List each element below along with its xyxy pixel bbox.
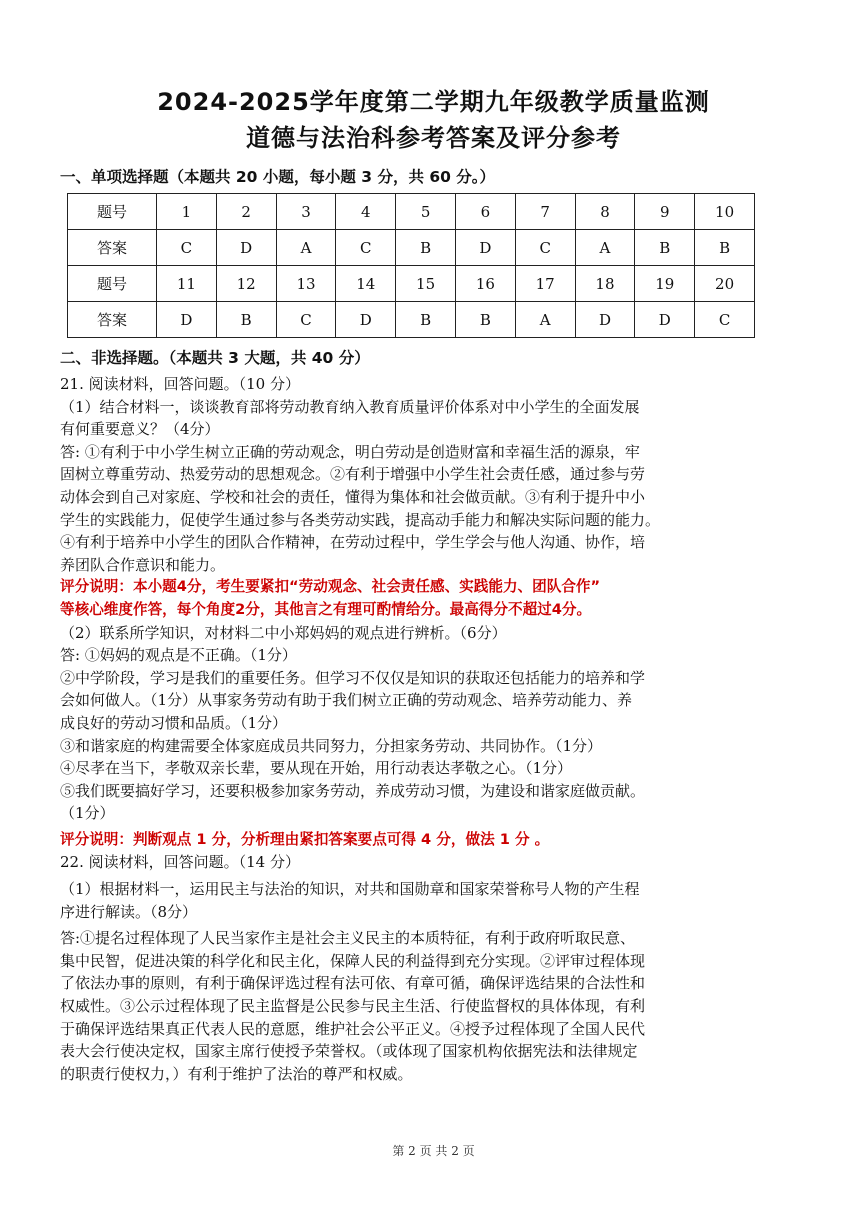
question-number-cell: 9 xyxy=(635,194,695,230)
question-number-cell: 18 xyxy=(575,266,635,302)
question-number-cell: 19 xyxy=(635,266,695,302)
question-number-cell: 12 xyxy=(216,266,276,302)
answer-line: 表大会行使决定权，国家主席行使授予荣誉权。（或体现了国家机构依据宪法和法律规定 xyxy=(60,1042,638,1061)
answer-line: 于确保评选结果真正代表人民的意愿，维护社会公平正义。④授予过程体现了全国人民代 xyxy=(60,1019,646,1038)
answer-cell: C xyxy=(515,230,575,266)
row-label-number: 题号 xyxy=(68,266,157,302)
question-number-cell: 13 xyxy=(276,266,336,302)
page-footer: 第 2 页 共 2 页 xyxy=(392,1144,475,1158)
question-number-cell: 16 xyxy=(455,266,515,302)
answer-line: 养团队合作意识和能力。 xyxy=(60,555,226,574)
question-22-title: 22. 阅读材料，回答问题。（14 分） xyxy=(60,853,300,872)
question-22-1-prompt: 序进行解读。（8分） xyxy=(60,902,198,921)
answer-line: 答:①提名过程体现了人民当家作主是社会主义民主的本质特征，有利于政府听取民意、 xyxy=(60,929,636,948)
scoring-note: 评分说明：判断观点 1 分，分析理由紧扣答案要点可得 4 分，做法 1 分 。 xyxy=(60,830,550,848)
table-row xyxy=(68,230,755,266)
answer-cell: D xyxy=(635,302,695,338)
answer-cell: B xyxy=(396,230,456,266)
question-number-cell: 15 xyxy=(396,266,456,302)
question-number-cell: 7 xyxy=(515,194,575,230)
question-number-cell: 20 xyxy=(695,266,755,302)
question-number-cell: 4 xyxy=(336,194,396,230)
answer-cell: B xyxy=(695,230,755,266)
question-21-title: 21. 阅读材料，回答问题。（10 分） xyxy=(60,375,300,393)
question-number-cell: 11 xyxy=(157,266,217,302)
table-row xyxy=(68,302,755,338)
answer-line: ②中学阶段，学习是我们的重要任务。但学习不仅仅是知识的获取还包括能力的培养和学 xyxy=(60,668,646,687)
answer-cell: B xyxy=(216,302,276,338)
answer-line: ④有利于培养中小学生的团队合作精神，在劳动过程中，学生学会与他人沟通、协作，培 xyxy=(60,533,646,552)
answer-line: 的职责行使权力，）有利于维护了法治的尊严和权威。 xyxy=(60,1064,413,1083)
answer-line: 会如何做人。（1分）从事家务劳动有助于我们树立正确的劳动观念、培养劳动能力、养 xyxy=(60,691,633,710)
answer-line: 固树立尊重劳动、热爱劳动的思想观念。②有利于增强中小学生社会责任感，通过参与劳 xyxy=(60,465,646,484)
answer-line: （1分） xyxy=(60,804,115,823)
table-row xyxy=(68,266,755,302)
question-21-1-prompt: 有何重要意义？（4分） xyxy=(60,420,220,439)
answer-body xyxy=(60,373,760,1085)
answer-line: ③和谐家庭的构建需要全体家庭成员共同努力，分担家务劳动、共同协作。（1分） xyxy=(60,736,603,755)
row-label-answer: 答案 xyxy=(68,230,157,266)
answer-cell: C xyxy=(336,230,396,266)
answer-cell: A xyxy=(515,302,575,338)
question-number-cell: 1 xyxy=(157,194,217,230)
question-number-cell: 2 xyxy=(216,194,276,230)
answer-line: 集中民智，促进决策的科学化和民主化，保障人民的利益得到充分实现。②评审过程体现 xyxy=(60,951,646,970)
question-number-cell: 6 xyxy=(455,194,515,230)
answer-line: 答: ①有利于中小学生树立正确的劳动观念，明白劳动是创造财富和幸福生活的源泉，牢 xyxy=(60,442,640,461)
question-21-1-prompt: （1）结合材料一，谈谈教育部将劳动教育纳入教育质量评价体系对中小学生的全面发展 xyxy=(60,397,640,416)
section-heading-multiple-choice: 一、单项选择题（本题共 20 小题，每小题 3 分，共 60 分。） xyxy=(60,168,496,186)
row-label-number: 题号 xyxy=(68,194,157,230)
answer-cell: C xyxy=(695,302,755,338)
scoring-note: 评分说明：本小题4分，考生要紧扣“劳动观念、社会责任感、实践能力、团队合作” xyxy=(60,578,601,596)
answer-line: 权威性。③公示过程体现了民主监督是公民参与民主生活、行使监督权的具体体现，有利 xyxy=(60,997,646,1016)
answer-line: 动体会到自己对家庭、学校和社会的责任，懂得为集体和社会做贡献。③有利于提升中小 xyxy=(60,487,646,506)
question-number-cell: 17 xyxy=(515,266,575,302)
page-subtitle: 道德与法治科参考答案及评分参考 xyxy=(246,124,621,152)
table-row xyxy=(68,194,755,230)
answer-cell: D xyxy=(157,302,217,338)
answer-cell: B xyxy=(455,302,515,338)
question-number-cell: 8 xyxy=(575,194,635,230)
question-number-cell: 14 xyxy=(336,266,396,302)
question-21-2-prompt: （2）联系所学知识，对材料二中小郑妈妈的观点进行辨析。（6分） xyxy=(60,623,507,642)
scoring-note: 等核心维度作答，每个角度2分，其他言之有理可酌情给分。最高得分不超过4分。 xyxy=(60,600,592,618)
answer-cell: D xyxy=(575,302,635,338)
question-number-cell: 5 xyxy=(396,194,456,230)
answer-cell: A xyxy=(276,230,336,266)
answer-line: 答: ①妈妈的观点是不正确。（1分） xyxy=(60,646,297,665)
answer-line: 成良好的劳动习惯和品质。（1分） xyxy=(60,713,288,732)
question-number-cell: 10 xyxy=(695,194,755,230)
answer-cell: D xyxy=(216,230,276,266)
answer-line: 学生的实践能力，促使学生通过参与各类劳动实践，提高动手能力和解决实际问题的能力。 xyxy=(60,510,661,529)
answer-cell: D xyxy=(336,302,396,338)
question-22-1-prompt: （1）根据材料一，运用民主与法治的知识，对共和国勋章和国家荣誉称号人物的产生程 xyxy=(60,880,640,899)
question-number-cell: 3 xyxy=(276,194,336,230)
answer-line: ④尽孝在当下，孝敬双亲长辈，要从现在开始，用行动表达孝敬之心。（1分） xyxy=(60,759,573,778)
answer-cell: A xyxy=(575,230,635,266)
row-label-answer: 答案 xyxy=(68,302,157,338)
answer-cell: B xyxy=(635,230,695,266)
answer-table xyxy=(67,193,755,338)
section-heading-non-choice: 二、非选择题。（本题共 3 大题，共 40 分） xyxy=(60,349,370,367)
answer-line: 了依法办事的原则，有利于确保评选过程有法可依、有章可循，确保评选结果的合法性和 xyxy=(60,974,646,993)
page-title: 2024-2025学年度第二学期九年级教学质量监测 xyxy=(157,88,710,116)
answer-cell: D xyxy=(455,230,515,266)
answer-cell: B xyxy=(396,302,456,338)
answer-cell: C xyxy=(157,230,217,266)
answer-cell: C xyxy=(276,302,336,338)
answer-line: ⑤我们既要搞好学习，还要积极参加家务劳动，养成劳动习惯，为建设和谐家庭做贡献。 xyxy=(60,781,646,800)
